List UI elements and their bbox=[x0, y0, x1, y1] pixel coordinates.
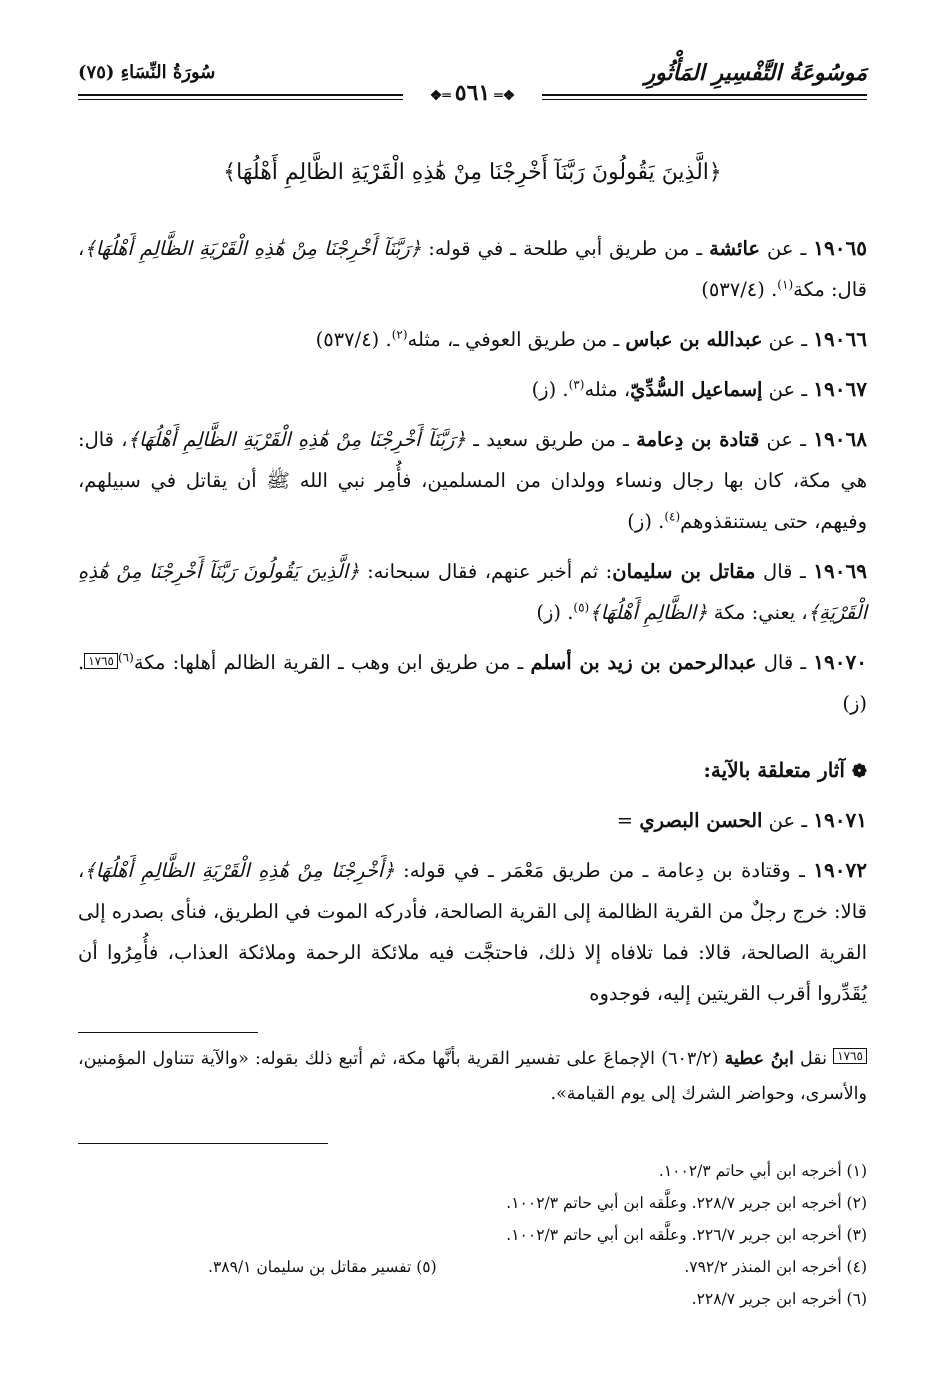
footnote-ref: (١) bbox=[777, 277, 794, 292]
footnote-6: (٦) أخرجه ابن جرير ٢٢٨/٧. bbox=[691, 1290, 867, 1308]
section-heading: ❁ آثار متعلقة بالآية: bbox=[703, 758, 867, 782]
footnote-4: (٤) أخرجه ابن المنذر ٧٩٢/٢. bbox=[684, 1258, 867, 1276]
flower-icon: ❁ bbox=[851, 761, 867, 782]
running-header bbox=[78, 50, 867, 106]
footnote-ref: (٢) bbox=[391, 327, 408, 342]
footnote-3: (٣) أخرجه ابن جرير ٢٢٦/٧. وعلَّقه ابن أبي حاتم ١٠٠٢/٣. bbox=[506, 1226, 867, 1244]
entry-19069: ١٩٠٦٩ ـ قال مقاتل بن سليمان: ثم أخبر عنهم، فقال سبحانه: ﴿الَّذِينَ يَقُولُونَ رَبَّنَآ أَخْرِجْنَا مِنْ هَٰذِهِ الْقَرْيَةِ﴾، يعني: مكة ﴿الظَّالِمِ أَهْلُهَا﴾$^{(٥)}$. (ز) bbox=[78, 559, 867, 624]
footnote-ref: (٣) bbox=[568, 377, 585, 392]
header-rule-right bbox=[542, 94, 867, 96]
footnote-5: (٥) تفسير مقاتل بن سليمان ٣٨٩/١. bbox=[208, 1258, 437, 1276]
entry-19070: ١٩٠٧٠ ـ قال عبدالرحمن بن زيد بن أسلم ـ من طريق ابن وهب ـ القرية الظالم أهلها: مكة$^{(٦)}$١٧٦٥. (ز) bbox=[78, 650, 867, 715]
entry-19072: ١٩٠٧٢ ـ وقتادة بن دِعامة ـ من طريق مَعْمَر ـ في قوله: ﴿أَخْرِجْنَا مِنْ هَٰذِهِ الْقَرْيَةِ الظَّالِمِ أَهْلُهَا﴾، قالا: خرج رجلٌ من القرية الظالمة إلى القرية الصالحة، فأدركه الموت في الطريق، فنأى بصدره إلى القرية الصالحة، قالا: فما تلافاه إلا ذلك، فاحتجَّت فيه ملائكة الرحمة وملائكة العذاب، فأُمِرُوا أن يُقَدِّروا أقرب القريتين إليه، فوجدوه bbox=[78, 858, 867, 1005]
entry-19066: ١٩٠٦٦ ـ عن عبدالله بن عباس ـ من طريق العوفي ـ، مثله$^{(٢)}$. (٥٣٧/٤) bbox=[315, 327, 867, 351]
footnote-ref: (٤) bbox=[664, 509, 681, 524]
footnote-1: (١) أخرجه ابن أبي حاتم ١٠٠٢/٣. bbox=[658, 1162, 867, 1180]
note-number-box: ١٧٦٥ bbox=[833, 1048, 867, 1064]
ornament-icon: ═❖ bbox=[429, 88, 451, 104]
footnote-row bbox=[78, 1251, 867, 1283]
footnote-separator bbox=[78, 1143, 328, 1144]
surah-title: سُورَةُ النِّسَاءِ (٧٥) bbox=[78, 62, 216, 83]
footnote-2: (٢) أخرجه ابن جرير ٢٢٨/٧. وعلَّقه ابن أبي حاتم ١٠٠٢/٣. bbox=[506, 1194, 867, 1212]
note-ref-box: ١٧٦٥ bbox=[84, 653, 118, 669]
footnotes bbox=[78, 1155, 867, 1315]
page-number: ❖═٥٦١═❖ bbox=[416, 80, 529, 106]
header-rule-left bbox=[78, 94, 403, 96]
main-text bbox=[78, 228, 867, 1023]
book-title: مَوسُوعَةُ التَّفْسِيرِ المَأْثُورِ bbox=[644, 60, 867, 86]
entry-19067: ١٩٠٦٧ ـ عن إسماعيل السُّدِّيّ، مثله$^{(٣)}$. (ز) bbox=[531, 377, 867, 401]
entry-19068: ١٩٠٦٨ ـ عن قتادة بن دِعامة ـ من طريق سعيد ـ ﴿رَبَّنَآ أَخْرِجْنَا مِنْ هَٰذِهِ الْقَرْيَةِ الظَّالِمِ أَهْلُهَا﴾، قال: هي مكة، كان بها رجال ونساء وولدان من المسلمين، فأُمِر نبي الله ﷺ أن يقاتل في سبيلهم، وفيهم، حتى يستنقذوهم$^{(٤)}$. (ز) bbox=[78, 427, 867, 533]
footnote-ref: (٦) bbox=[117, 650, 134, 665]
entry-19065: ١٩٠٦٥ ـ عن عائشة ـ من طريق أبي طلحة ـ في قوله: ﴿رَبَّنَآ أَخْرِجْنَا مِنْ هَٰذِهِ الْقَرْيَةِ الظَّالِمِ أَهْلُهَا﴾، قال: مكة$^{(١)}$. (٥٣٧/٤) bbox=[78, 236, 868, 301]
page bbox=[78, 0, 867, 1385]
footnote-ref: (٥) bbox=[573, 600, 590, 615]
commentary-note: ١٧٦٥ نقل ابنُ عطية (٦٠٣/٢) الإجماعَ على تفسير القرية بأنَّها مكة، ثم أتبع ذلك بقوله: «والآية تتناول المؤمنين، والأسرى، وحواضر الشرك إلى يوم القيامة». bbox=[78, 1049, 867, 1104]
note-separator bbox=[78, 1032, 258, 1033]
entry-19071: ١٩٠٧١ ـ عن الحسن البصري = bbox=[616, 808, 867, 832]
ornament-icon: ❖═ bbox=[494, 88, 516, 104]
verse-heading: ﴿الَّذِينَ يَقُولُونَ رَبَّنَآ أَخْرِجْنَا مِنْ هَٰذِهِ الْقَرْيَةِ الظَّالِمِ أَهْلُهَا﴾ bbox=[223, 160, 722, 185]
